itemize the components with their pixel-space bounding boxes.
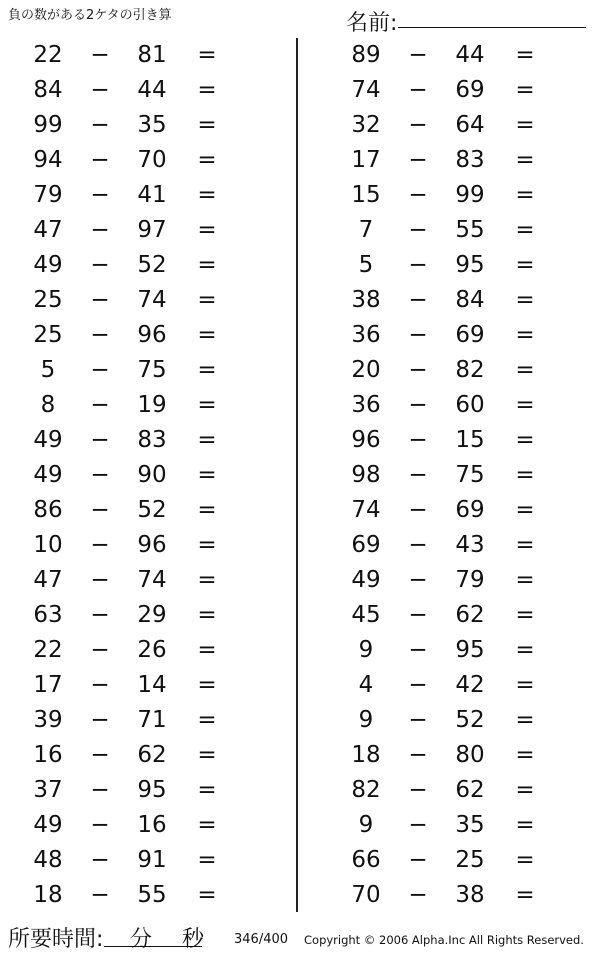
subtrahend: 35	[137, 112, 167, 138]
worksheet-title: 負の数がある2ケタの引き算	[8, 8, 172, 23]
minus-sign: −	[90, 147, 110, 173]
subtrahend: 64	[455, 112, 485, 138]
minus-sign: −	[90, 602, 110, 628]
subtrahend: 69	[455, 322, 485, 348]
subtrahend: 97	[137, 217, 167, 243]
minus-sign: −	[408, 812, 428, 838]
equals-sign: =	[197, 567, 217, 593]
problem-row	[0, 178, 280, 213]
equals-sign: =	[197, 42, 217, 68]
minuend: 17	[33, 672, 63, 698]
subtrahend: 42	[455, 672, 485, 698]
minuend: 36	[351, 392, 381, 418]
minutes-label: 分	[130, 927, 153, 952]
equals-sign: =	[515, 112, 535, 138]
subtrahend: 74	[137, 287, 167, 313]
problem-row	[0, 108, 280, 143]
problem-row	[0, 738, 280, 773]
equals-sign: =	[515, 497, 535, 523]
subtrahend: 81	[137, 42, 167, 68]
minuend: 8	[40, 392, 56, 418]
minus-sign: −	[408, 567, 428, 593]
subtrahend: 96	[137, 322, 167, 348]
subtrahend: 69	[455, 77, 485, 103]
problem-row	[0, 703, 280, 738]
minuend: 49	[33, 462, 63, 488]
equals-sign: =	[197, 637, 217, 663]
minuend: 37	[33, 777, 63, 803]
problem-row	[0, 563, 280, 598]
minuend: 18	[33, 882, 63, 908]
minuend: 74	[351, 497, 381, 523]
minus-sign: −	[90, 567, 110, 593]
problem-row	[318, 353, 598, 388]
minuend: 89	[351, 42, 381, 68]
equals-sign: =	[515, 847, 535, 873]
minus-sign: −	[90, 707, 110, 733]
equals-sign: =	[197, 602, 217, 628]
equals-sign: =	[515, 602, 535, 628]
equals-sign: =	[515, 812, 535, 838]
subtrahend: 62	[455, 777, 485, 803]
subtrahend: 75	[137, 357, 167, 383]
copyright-notice: Copyright © 2006 Alpha.Inc All Rights Reserved.	[304, 933, 584, 947]
subtrahend: 71	[137, 707, 167, 733]
problem-row	[0, 458, 280, 493]
subtrahend: 62	[137, 742, 167, 768]
minus-sign: −	[408, 322, 428, 348]
minuend: 98	[351, 462, 381, 488]
equals-sign: =	[197, 357, 217, 383]
problem-column-left	[0, 38, 280, 913]
minuend: 49	[33, 812, 63, 838]
subtrahend: 43	[455, 532, 485, 558]
problem-row	[318, 213, 598, 248]
minus-sign: −	[90, 287, 110, 313]
minus-sign: −	[408, 427, 428, 453]
minus-sign: −	[408, 112, 428, 138]
problem-row	[0, 598, 280, 633]
minus-sign: −	[90, 77, 110, 103]
minus-sign: −	[90, 182, 110, 208]
minuend: 49	[33, 252, 63, 278]
equals-sign: =	[515, 287, 535, 313]
minuend: 9	[358, 707, 374, 733]
equals-sign: =	[197, 882, 217, 908]
problem-row	[0, 423, 280, 458]
minuend: 82	[351, 777, 381, 803]
minuend: 74	[351, 77, 381, 103]
minuend: 15	[351, 182, 381, 208]
equals-sign: =	[197, 112, 217, 138]
minuend: 9	[358, 637, 374, 663]
minuend: 38	[351, 287, 381, 313]
subtrahend: 26	[137, 637, 167, 663]
minus-sign: −	[90, 777, 110, 803]
minuend: 45	[351, 602, 381, 628]
subtrahend: 52	[137, 252, 167, 278]
problem-row	[318, 283, 598, 318]
problem-row	[318, 668, 598, 703]
equals-sign: =	[197, 427, 217, 453]
minus-sign: −	[90, 217, 110, 243]
minuend: 18	[351, 742, 381, 768]
subtrahend: 95	[137, 777, 167, 803]
problem-row	[0, 38, 280, 73]
equals-sign: =	[197, 532, 217, 558]
minuend: 5	[40, 357, 56, 383]
minuend: 4	[358, 672, 374, 698]
minuend: 7	[358, 217, 374, 243]
minus-sign: −	[408, 357, 428, 383]
minus-sign: −	[408, 532, 428, 558]
equals-sign: =	[197, 217, 217, 243]
minuend: 66	[351, 847, 381, 873]
minuend: 69	[351, 532, 381, 558]
problem-row	[0, 773, 280, 808]
minus-sign: −	[408, 497, 428, 523]
problem-row	[318, 388, 598, 423]
time-label: 所要時間:	[8, 927, 104, 952]
subtrahend: 69	[455, 497, 485, 523]
problem-row	[0, 668, 280, 703]
minus-sign: −	[408, 147, 428, 173]
subtrahend: 96	[137, 532, 167, 558]
minuend: 49	[351, 567, 381, 593]
minus-sign: −	[90, 357, 110, 383]
problem-row	[318, 703, 598, 738]
subtrahend: 44	[137, 77, 167, 103]
minuend: 48	[33, 847, 63, 873]
subtrahend: 80	[455, 742, 485, 768]
equals-sign: =	[515, 742, 535, 768]
subtrahend: 44	[455, 42, 485, 68]
equals-sign: =	[197, 252, 217, 278]
problem-row	[318, 808, 598, 843]
problem-row	[318, 248, 598, 283]
name-label: 名前:	[346, 11, 398, 36]
problem-row	[0, 213, 280, 248]
minus-sign: −	[408, 392, 428, 418]
subtrahend: 16	[137, 812, 167, 838]
subtrahend: 60	[455, 392, 485, 418]
subtrahend: 79	[455, 567, 485, 593]
equals-sign: =	[515, 182, 535, 208]
equals-sign: =	[197, 392, 217, 418]
minuend: 47	[33, 217, 63, 243]
minus-sign: −	[90, 392, 110, 418]
equals-sign: =	[515, 217, 535, 243]
equals-sign: =	[197, 182, 217, 208]
subtrahend: 29	[137, 602, 167, 628]
problem-row	[0, 633, 280, 668]
subtrahend: 82	[455, 357, 485, 383]
minus-sign: −	[408, 777, 428, 803]
subtrahend: 95	[455, 252, 485, 278]
minus-sign: −	[90, 42, 110, 68]
equals-sign: =	[515, 567, 535, 593]
problem-row	[0, 73, 280, 108]
subtrahend: 95	[455, 637, 485, 663]
subtrahend: 15	[455, 427, 485, 453]
minus-sign: −	[90, 532, 110, 558]
problem-row	[318, 773, 598, 808]
problem-row	[318, 318, 598, 353]
subtrahend: 62	[455, 602, 485, 628]
problem-row	[0, 353, 280, 388]
problem-row	[0, 528, 280, 563]
equals-sign: =	[197, 847, 217, 873]
minuend: 9	[358, 812, 374, 838]
equals-sign: =	[197, 672, 217, 698]
subtrahend: 52	[137, 497, 167, 523]
minuend: 22	[33, 637, 63, 663]
subtrahend: 74	[137, 567, 167, 593]
subtrahend: 83	[455, 147, 485, 173]
problem-row	[0, 388, 280, 423]
equals-sign: =	[197, 322, 217, 348]
subtrahend: 84	[455, 287, 485, 313]
minus-sign: −	[90, 672, 110, 698]
problem-row	[318, 738, 598, 773]
equals-sign: =	[197, 707, 217, 733]
minuend: 96	[351, 427, 381, 453]
equals-sign: =	[515, 532, 535, 558]
equals-sign: =	[515, 357, 535, 383]
minus-sign: −	[408, 882, 428, 908]
minus-sign: −	[90, 462, 110, 488]
minus-sign: −	[90, 497, 110, 523]
problem-row	[318, 843, 598, 878]
minuend: 39	[33, 707, 63, 733]
problem-row	[318, 73, 598, 108]
minus-sign: −	[90, 637, 110, 663]
minus-sign: −	[408, 462, 428, 488]
minus-sign: −	[408, 742, 428, 768]
minus-sign: −	[90, 112, 110, 138]
equals-sign: =	[515, 427, 535, 453]
equals-sign: =	[515, 252, 535, 278]
problem-column-right	[318, 38, 598, 913]
subtrahend: 55	[137, 882, 167, 908]
equals-sign: =	[197, 287, 217, 313]
subtrahend: 99	[455, 182, 485, 208]
minuend: 70	[351, 882, 381, 908]
page-number: 346/400	[234, 932, 289, 947]
minuend: 63	[33, 602, 63, 628]
minus-sign: −	[408, 42, 428, 68]
problem-row	[318, 633, 598, 668]
minuend: 36	[351, 322, 381, 348]
equals-sign: =	[197, 147, 217, 173]
subtrahend: 90	[137, 462, 167, 488]
problem-row	[318, 528, 598, 563]
minus-sign: −	[90, 427, 110, 453]
minuend: 20	[351, 357, 381, 383]
minuend: 25	[33, 287, 63, 313]
minuend: 79	[33, 182, 63, 208]
minuend: 32	[351, 112, 381, 138]
equals-sign: =	[197, 462, 217, 488]
subtrahend: 19	[137, 392, 167, 418]
subtrahend: 83	[137, 427, 167, 453]
problem-row	[318, 108, 598, 143]
minuend: 84	[33, 77, 63, 103]
minuend: 5	[358, 252, 374, 278]
subtrahend: 41	[137, 182, 167, 208]
seconds-label: 秒	[182, 927, 205, 952]
subtrahend: 91	[137, 847, 167, 873]
subtrahend: 55	[455, 217, 485, 243]
problem-row	[318, 493, 598, 528]
subtrahend: 70	[137, 147, 167, 173]
equals-sign: =	[515, 707, 535, 733]
minus-sign: −	[408, 672, 428, 698]
equals-sign: =	[515, 462, 535, 488]
problem-row	[318, 178, 598, 213]
equals-sign: =	[515, 882, 535, 908]
minus-sign: −	[408, 707, 428, 733]
problem-row	[318, 423, 598, 458]
problem-row	[318, 598, 598, 633]
name-write-line[interactable]	[398, 27, 586, 28]
subtrahend: 75	[455, 462, 485, 488]
minus-sign: −	[408, 602, 428, 628]
subtrahend: 52	[455, 707, 485, 733]
minus-sign: −	[408, 287, 428, 313]
minus-sign: −	[408, 182, 428, 208]
minuend: 94	[33, 147, 63, 173]
equals-sign: =	[515, 672, 535, 698]
minus-sign: −	[408, 252, 428, 278]
minus-sign: −	[408, 847, 428, 873]
equals-sign: =	[197, 742, 217, 768]
minus-sign: −	[408, 637, 428, 663]
problem-row	[318, 563, 598, 598]
minuend: 99	[33, 112, 63, 138]
problem-row	[0, 843, 280, 878]
equals-sign: =	[515, 322, 535, 348]
equals-sign: =	[197, 777, 217, 803]
minus-sign: −	[408, 77, 428, 103]
equals-sign: =	[515, 392, 535, 418]
problem-row	[0, 808, 280, 843]
equals-sign: =	[515, 777, 535, 803]
minuend: 17	[351, 147, 381, 173]
problem-row	[318, 143, 598, 178]
minuend: 86	[33, 497, 63, 523]
minuend: 25	[33, 322, 63, 348]
subtrahend: 14	[137, 672, 167, 698]
minus-sign: −	[90, 322, 110, 348]
problem-row	[0, 493, 280, 528]
equals-sign: =	[515, 637, 535, 663]
minuend: 47	[33, 567, 63, 593]
problem-row	[0, 283, 280, 318]
problem-row	[0, 878, 280, 913]
equals-sign: =	[197, 77, 217, 103]
minuend: 49	[33, 427, 63, 453]
equals-sign: =	[515, 147, 535, 173]
minus-sign: −	[90, 847, 110, 873]
minus-sign: −	[90, 882, 110, 908]
column-divider	[296, 38, 298, 912]
problem-row	[318, 458, 598, 493]
problem-row	[0, 318, 280, 353]
equals-sign: =	[197, 497, 217, 523]
minus-sign: −	[90, 742, 110, 768]
minus-sign: −	[408, 217, 428, 243]
equals-sign: =	[515, 77, 535, 103]
problem-row	[0, 248, 280, 283]
minuend: 22	[33, 42, 63, 68]
minus-sign: −	[90, 252, 110, 278]
problem-row	[0, 143, 280, 178]
problem-row	[318, 878, 598, 913]
minus-sign: −	[90, 812, 110, 838]
minuend: 16	[33, 742, 63, 768]
equals-sign: =	[515, 42, 535, 68]
subtrahend: 38	[455, 882, 485, 908]
subtrahend: 35	[455, 812, 485, 838]
subtrahend: 25	[455, 847, 485, 873]
equals-sign: =	[197, 812, 217, 838]
problem-row	[318, 38, 598, 73]
minuend: 10	[33, 532, 63, 558]
